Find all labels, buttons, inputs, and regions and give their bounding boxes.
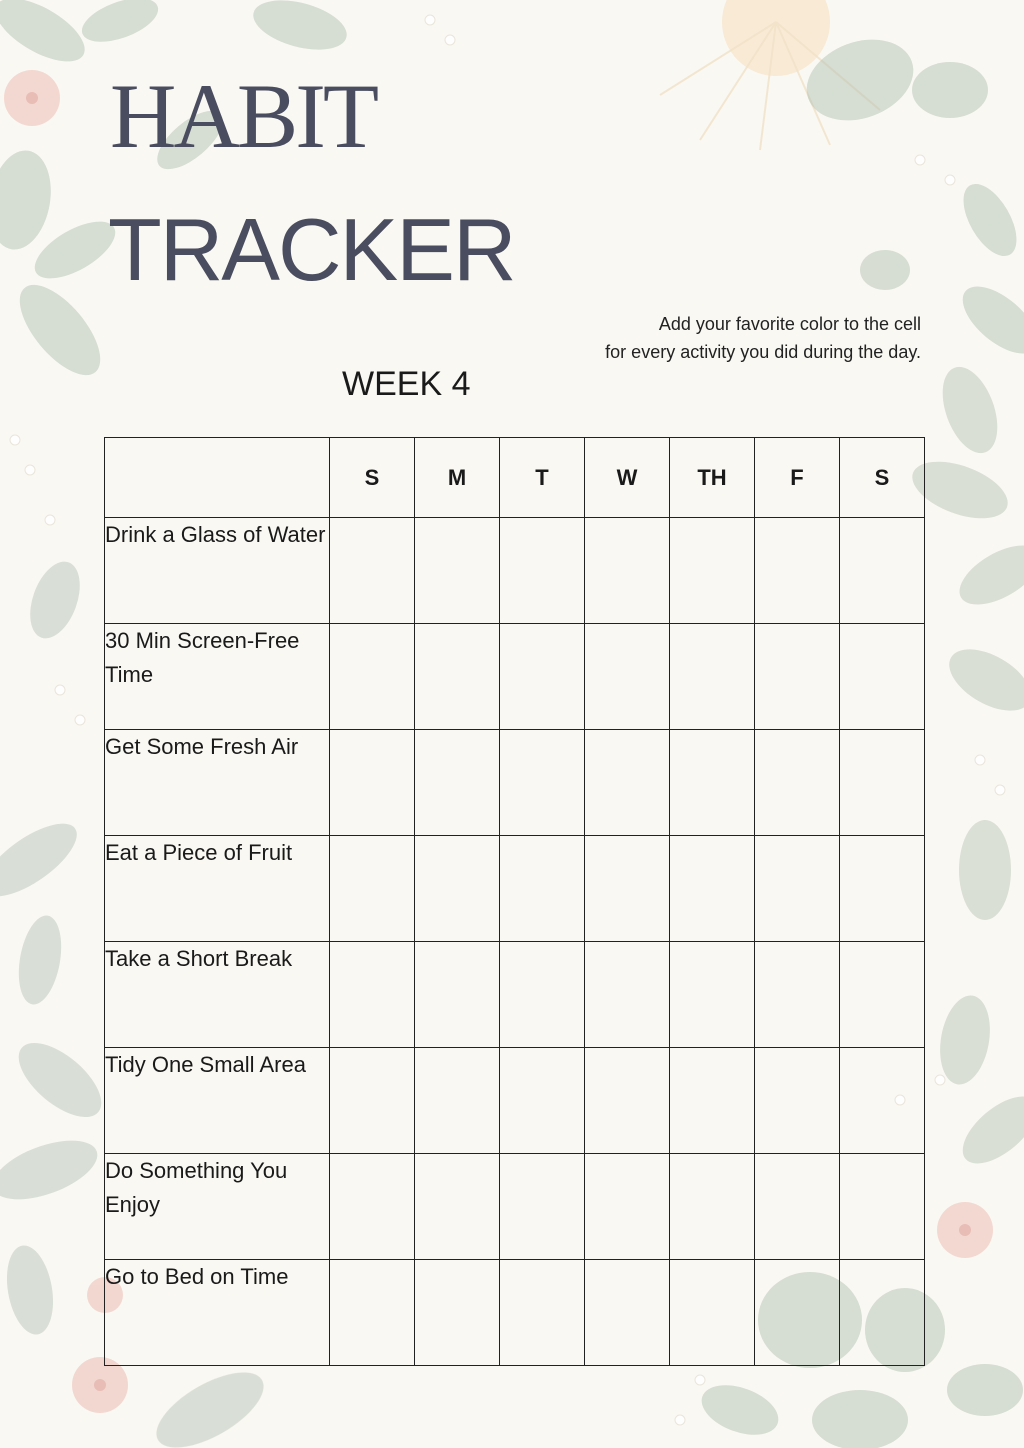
habit-cell[interactable]: [670, 730, 755, 836]
habit-row: [105, 836, 925, 942]
habit-label: Eat a Piece of Fruit: [105, 836, 330, 942]
day-header-sunday: S: [330, 438, 415, 518]
habit-cell[interactable]: [755, 518, 840, 624]
habit-label: Go to Bed on Time: [105, 1260, 330, 1366]
habit-label: Take a Short Break: [105, 942, 330, 1048]
habit-cell[interactable]: [500, 1154, 585, 1260]
habit-cell[interactable]: [840, 624, 925, 730]
habit-row: [105, 1154, 925, 1260]
habit-cell[interactable]: [585, 518, 670, 624]
header-corner-cell: [105, 438, 330, 518]
habit-cell[interactable]: [755, 1048, 840, 1154]
habit-row: [105, 1048, 925, 1154]
week-label: WEEK 4: [342, 365, 471, 403]
habit-tracker-table: [104, 437, 925, 1366]
habit-cell[interactable]: [330, 1048, 415, 1154]
habit-cell[interactable]: [585, 730, 670, 836]
habit-cell[interactable]: [330, 1260, 415, 1366]
habit-cell[interactable]: [415, 624, 500, 730]
habit-row: [105, 942, 925, 1048]
day-header-saturday: S: [840, 438, 925, 518]
habit-cell[interactable]: [500, 836, 585, 942]
title-tracker: TRACKER: [108, 200, 515, 299]
habit-cell[interactable]: [840, 1260, 925, 1366]
habit-row: [105, 1260, 925, 1366]
instructions-line-1: Add your favorite color to the cell: [658, 314, 921, 334]
habit-cell[interactable]: [415, 518, 500, 624]
habit-cell[interactable]: [670, 1260, 755, 1366]
habit-label: Drink a Glass of Water: [105, 518, 330, 624]
habit-row: [105, 730, 925, 836]
habit-cell[interactable]: [500, 518, 585, 624]
sun-decoration: [722, 0, 830, 76]
habit-label: 30 Min Screen-Free Time: [105, 624, 330, 730]
habit-row: [105, 624, 925, 730]
habit-cell[interactable]: [415, 1260, 500, 1366]
habit-cell[interactable]: [840, 730, 925, 836]
habit-cell[interactable]: [500, 942, 585, 1048]
title-habit: HABIT: [110, 65, 377, 167]
habit-cell[interactable]: [670, 942, 755, 1048]
habit-cell[interactable]: [755, 624, 840, 730]
habit-cell[interactable]: [330, 836, 415, 942]
habit-cell[interactable]: [330, 624, 415, 730]
instructions-line-2: for every activity you did during the day.: [605, 342, 921, 362]
day-header-thursday: TH: [670, 438, 755, 518]
habit-cell[interactable]: [415, 1048, 500, 1154]
habit-cell[interactable]: [670, 624, 755, 730]
habit-label: Tidy One Small Area: [105, 1048, 330, 1154]
habit-cell[interactable]: [585, 942, 670, 1048]
habit-cell[interactable]: [500, 624, 585, 730]
habit-cell[interactable]: [585, 1048, 670, 1154]
habit-label: Get Some Fresh Air: [105, 730, 330, 836]
habit-label: Do Something You Enjoy: [105, 1154, 330, 1260]
habit-cell[interactable]: [840, 518, 925, 624]
habit-cell[interactable]: [755, 1154, 840, 1260]
habit-cell[interactable]: [585, 836, 670, 942]
habit-cell[interactable]: [670, 1048, 755, 1154]
day-header-friday: F: [755, 438, 840, 518]
habit-cell[interactable]: [670, 836, 755, 942]
habit-cell[interactable]: [330, 1154, 415, 1260]
habit-cell[interactable]: [755, 730, 840, 836]
habit-cell[interactable]: [670, 518, 755, 624]
day-header-monday: M: [415, 438, 500, 518]
habit-cell[interactable]: [755, 942, 840, 1048]
habit-cell[interactable]: [500, 1260, 585, 1366]
habit-cell[interactable]: [415, 730, 500, 836]
habit-cell[interactable]: [755, 1260, 840, 1366]
habit-cell[interactable]: [670, 1154, 755, 1260]
habit-cell[interactable]: [840, 942, 925, 1048]
habit-cell[interactable]: [330, 730, 415, 836]
instructions: [501, 310, 921, 366]
habit-row: [105, 518, 925, 624]
habit-cell[interactable]: [840, 1048, 925, 1154]
habit-cell[interactable]: [330, 518, 415, 624]
habit-cell[interactable]: [585, 1260, 670, 1366]
habit-cell[interactable]: [500, 1048, 585, 1154]
habit-cell[interactable]: [500, 730, 585, 836]
habit-cell[interactable]: [415, 1154, 500, 1260]
day-header-wednesday: W: [585, 438, 670, 518]
day-header-row: [105, 438, 925, 518]
habit-cell[interactable]: [585, 624, 670, 730]
habit-cell[interactable]: [330, 942, 415, 1048]
habit-cell[interactable]: [415, 836, 500, 942]
habit-cell[interactable]: [840, 1154, 925, 1260]
habit-cell[interactable]: [415, 942, 500, 1048]
habit-cell[interactable]: [840, 836, 925, 942]
habit-cell[interactable]: [755, 836, 840, 942]
habit-cell[interactable]: [585, 1154, 670, 1260]
leaf-cluster-top-left: [0, 0, 352, 388]
day-header-tuesday: T: [500, 438, 585, 518]
